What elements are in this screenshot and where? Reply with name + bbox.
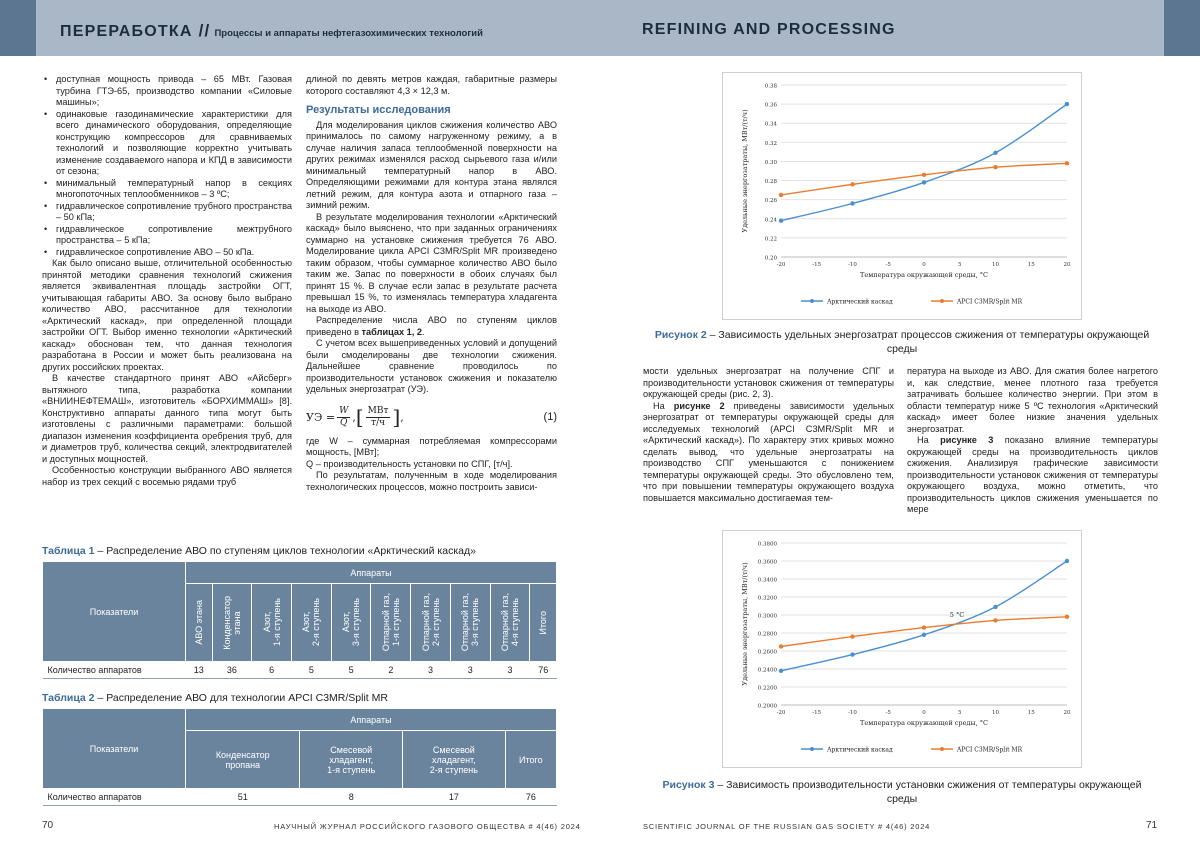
figure-2-chart	[722, 72, 1082, 320]
data-point	[850, 652, 854, 656]
text-column-2	[306, 74, 557, 493]
table-cell: 6	[252, 662, 292, 679]
text-run: На	[653, 401, 674, 411]
data-point	[850, 182, 854, 186]
data-point	[993, 605, 997, 609]
journal-footer: SCIENTIFIC JOURNAL OF THE RUSSIAN GAS SOCIETY # 4(46) 2024	[643, 822, 930, 831]
header-line: пропана	[186, 760, 299, 770]
bracket-open: [	[356, 412, 364, 424]
text-column-3	[643, 366, 894, 504]
column-header	[331, 584, 371, 662]
column-header-label	[262, 598, 282, 646]
x-tick-label: 20	[1064, 710, 1071, 716]
figure-caption	[652, 778, 1152, 806]
list-item: • гидравлическое сопротивление межтрубного пространства – 5 кПа;	[42, 224, 292, 247]
paragraph: По результатам, полученным в ходе моделирования технологических процессов, можно построить зависи-	[306, 470, 557, 493]
x-tick-label: 10	[992, 710, 999, 716]
table-row	[43, 662, 557, 679]
fraction	[337, 406, 350, 430]
y-tick-label: 0.2400	[758, 668, 778, 674]
table-cell: 51	[186, 789, 300, 806]
paragraph: где W – суммарная потребляемая компрессорами мощность, [МВт];	[306, 436, 557, 459]
x-tick-label: -5	[886, 710, 892, 716]
header-line: Смесевой	[300, 745, 402, 755]
column-header	[252, 584, 292, 662]
column-header-label	[500, 593, 520, 651]
legend-marker	[940, 747, 944, 751]
header-line: 1-я ступень	[391, 593, 401, 651]
header-line: 3-я ступень	[351, 598, 361, 646]
list-item: • гидравлическое сопротивление трубного пространства – 50 кПа;	[42, 201, 292, 224]
x-axis-title: Температура окружающей среды, °C	[860, 271, 988, 279]
caption-text: – Зависимость производительности установки сжижения от температуры окружающей среды	[714, 779, 1141, 805]
line-chart	[723, 73, 1081, 319]
header-line: Отпарной газ,	[381, 593, 391, 651]
x-tick-label: 5	[958, 262, 962, 268]
column-header-label	[222, 596, 242, 650]
table-cell: 3	[450, 662, 490, 679]
column-header	[186, 731, 300, 789]
x-tick-label: -15	[812, 710, 821, 716]
paragraph: длиной по девять метров каждая, габаритные размеры которого составляют 4,3 × 12,3 м.	[306, 74, 557, 97]
group-header: Аппараты	[186, 562, 557, 584]
paragraph: С учетом всех вышеприведенных условий и допущений были смоделированы две технологии сжижения. Дальнейшее сравнение проводилось по производительности установок сжижения и показателю удельных энергозатрат (УЭ).	[306, 338, 557, 396]
column-header-label	[301, 598, 321, 646]
caption-text: – Зависимость удельных энергозатрат процессов сжижения от температуры окружающей среды	[707, 329, 1149, 355]
figure-3-chart	[722, 530, 1082, 768]
series-line	[781, 617, 1067, 647]
series-line	[781, 163, 1067, 195]
table-cell: 5	[331, 662, 371, 679]
table-cell: 3	[490, 662, 530, 679]
column-header	[300, 731, 403, 789]
y-tick-label: 0.32	[765, 141, 777, 147]
group-header: Аппараты	[186, 709, 557, 731]
text-run: Распределение числа АВО по ступеням циклов приведено в	[306, 315, 557, 337]
header-line: АВО этана	[194, 600, 204, 645]
y-tick-label: 0.28	[765, 179, 778, 185]
column-header	[371, 584, 411, 662]
column-header	[505, 731, 556, 789]
header-line: Смесевой	[403, 745, 505, 755]
data-point	[993, 618, 997, 622]
table-cell: 76	[530, 662, 557, 679]
data-point	[779, 193, 783, 197]
data-point	[1065, 102, 1069, 106]
header-line: Отпарной газ,	[460, 593, 470, 651]
text-run: приведены зависимости удельных энергозатрат от температуры окружающей среды для исследуемых технологий (APCI C3MR/Split MR и «Арктический каскад»). По характеру этих кривых можно сделать вывод, что удельные энергозатраты на производство СПГ уменьшаются с понижением температуры окружающей среды. Это обусловлено тем, что при повышении температуры окружающего воздуха повышается максимально достигаемая тем-	[643, 401, 894, 503]
x-tick-label: -5	[886, 262, 892, 268]
header-line: этана	[232, 596, 242, 650]
paragraph	[643, 401, 894, 505]
list-item: • одинаковые газодинамические характеристики для всего динамического оборудования, определяющие конструкцию компрессоров для сравниваемых технологий и позволяющие корректно учитывать изменение создаваемого напора и КПД в зависимости от сезона;	[42, 109, 292, 178]
annotation-label: 5 °C	[950, 611, 964, 619]
paragraph: Особенностью конструкции выбранного АВО является набор из трех секций с восемью рядами труб	[42, 465, 292, 488]
unit-numerator: МВт	[366, 406, 391, 419]
header-line: хладагент,	[300, 755, 402, 765]
rubric-subtitle: Процессы и аппараты нефтегазохимических технологий	[214, 28, 483, 39]
x-tick-label: -20	[777, 710, 786, 716]
list-item: • минимальный температурный напор в секциях многопоточных теплообменников – 3 ºС;	[42, 178, 292, 201]
header-line: 1-я ступень	[300, 765, 402, 775]
y-tick-label: 0.20	[765, 256, 778, 262]
data-point	[922, 180, 926, 184]
header-line: 1-я ступень	[272, 598, 282, 646]
y-tick-label: 0.2200	[758, 686, 778, 692]
table-cell: 76	[505, 789, 556, 806]
table-label: Таблица 2	[42, 692, 95, 704]
row-header: Показатели	[43, 562, 186, 662]
column-header-label	[341, 598, 361, 646]
header-line: Азот,	[341, 598, 351, 646]
y-tick-label: 0.3600	[758, 560, 778, 566]
y-tick-label: 0.34	[765, 122, 778, 128]
series-line	[781, 561, 1067, 671]
data-point	[779, 644, 783, 648]
table-cell: 17	[403, 789, 506, 806]
paragraph	[306, 315, 557, 338]
legend-label: Арктический каскад	[827, 299, 893, 306]
list-item: • доступная мощность привода – 65 МВт. Газовая турбина ГТЭ-65, производство компании «Силовые машины»;	[42, 74, 292, 109]
unit-fraction	[366, 406, 391, 430]
legend-label: Арктический каскад	[827, 747, 893, 754]
row-label: Количество аппаратов	[43, 662, 186, 679]
data-point	[922, 633, 926, 637]
table-1	[42, 561, 557, 679]
data-point	[922, 173, 926, 177]
y-tick-label: 0.3400	[758, 578, 778, 584]
data-point	[850, 201, 854, 205]
paragraph: В результате моделирования технологии «Арктический каскад» было выяснено, что при заданных ограничениях суммарно на установке сжижения требуется 76 АВО. Моделирование цикла APCI C3MR/Split MR произведено таким образом, чтобы суммарное количество АВО было таким же. Запас по поверхности в обоих случаях был принят 15 %. В случае если запас в результате расчета превышал 15 %, то изменялась температура хладагента на выходе из АВО.	[306, 212, 557, 316]
rubric-separator: //	[199, 21, 211, 40]
figure-reference: рисунке 3	[940, 435, 993, 445]
column-header	[291, 584, 331, 662]
header-line: Конденсатор	[222, 596, 232, 650]
column-header-label	[421, 593, 441, 651]
data-point	[1065, 559, 1069, 563]
paragraph: Для моделирования циклов сжижения количество АВО принималось по самому нагруженному режиму, а в случае наличия запаса теплообменной поверхности на других режимах изменялся расход сырьевого газа и/или минимальный температурный напор в АВО. Определяющими режимами для контура этана являлся летний режим, для контура азота и отпарного газа – зимний режим.	[306, 120, 557, 212]
x-tick-label: -20	[777, 262, 786, 268]
text-column-1	[42, 74, 292, 488]
column-header-label	[300, 745, 402, 775]
equation-number: (1)	[544, 412, 557, 424]
row-header: Показатели	[43, 709, 186, 789]
table-label: Таблица 1	[42, 545, 95, 557]
table-cell: 5	[291, 662, 331, 679]
page-header-left	[0, 0, 600, 56]
paragraph: Q – производительность установки по СПГ, [т/ч].	[306, 459, 557, 471]
column-header	[490, 584, 530, 662]
x-tick-label: 15	[1028, 710, 1035, 716]
x-tick-label: 20	[1064, 262, 1071, 268]
legend-marker	[810, 747, 814, 751]
x-tick-label: 0	[922, 710, 926, 716]
column-header-label	[460, 593, 480, 651]
paragraph: Как было описано выше, отличительной особенностью принятой методики сравнения технологий сжижения является эквивалентная площадь застройки ОГТ, учитывающая габариты АВО. За основу было выбрано количество АВО, рассчитанное для технологии «Арктический каскад», при определенной площади застройки ОГТ. Выбор именно технологии «Арктический каскад» обоснован тем, что данная технология разработана в России и может быть реализована на других российских проектах.	[42, 258, 292, 373]
column-header-label	[506, 755, 556, 765]
section-title	[60, 21, 483, 41]
header-line: Азот,	[262, 598, 272, 646]
table-cell: 8	[300, 789, 403, 806]
paragraph	[907, 435, 1158, 516]
paragraph: В качестве стандартного принят АВО «Айсберг» вытяжного типа, разработка компании «ВНИИНЕФТЕМАШ», изготовитель «БОРХИММАШ» [8]. Конструктивно аппараты данного типа могут быть изготовлены с различными параметрами: большой диапазон изменения коэффициента оребрения труб, для и диаметров труб, количества секций, электродвигателей и доступных мощностей.	[42, 373, 292, 465]
data-point	[779, 669, 783, 673]
y-tick-label: 0.2000	[758, 704, 778, 710]
header-line: 2-я ступень	[431, 593, 441, 651]
x-tick-label: 5	[958, 710, 962, 716]
header-line: 3-я ступень	[470, 593, 480, 651]
page-header-right	[600, 0, 1200, 56]
column-header-label	[194, 600, 204, 645]
caption-text: – Распределение АВО для технологии APCI C3MR/Split MR	[95, 692, 388, 704]
equation-body: УЭ = W Q , [ МВт т/ч ] ,	[306, 406, 404, 430]
legend-label: APCI C3MR/Split MR	[956, 299, 1023, 306]
column-header	[411, 584, 451, 662]
x-tick-label: 0	[922, 262, 926, 268]
text-run: На	[917, 435, 940, 445]
y-tick-label: 0.38	[765, 84, 778, 90]
numerator: W	[337, 406, 350, 419]
table-caption	[42, 545, 476, 557]
column-header	[403, 731, 506, 789]
series-line	[781, 104, 1067, 221]
row-label: Количество аппаратов	[43, 789, 186, 806]
list-item: • гидравлическое сопротивление АВО – 50 кПа.	[42, 247, 292, 259]
y-axis-title: Удельные энергозатраты, МВт/(т/ч)	[741, 562, 749, 686]
text-run: .	[422, 327, 425, 337]
y-tick-label: 0.36	[765, 103, 778, 109]
rubric-title-en: REFINING AND PROCESSING	[642, 21, 896, 39]
figure-label: Рисунок 2	[655, 329, 707, 341]
data-point	[993, 165, 997, 169]
column-header	[186, 584, 213, 662]
x-axis-title: Температура окружающей среды, °C	[860, 719, 988, 727]
header-line: 2-я ступень	[311, 598, 321, 646]
y-tick-label: 0.24	[765, 217, 778, 223]
figure-caption	[652, 328, 1152, 356]
data-point	[850, 634, 854, 638]
unit-denominator: т/ч	[371, 418, 385, 430]
page-number: 70	[42, 820, 53, 831]
x-tick-label: -15	[812, 262, 821, 268]
header-line: Отпарной газ,	[500, 593, 510, 651]
section-heading: Результаты исследования	[306, 105, 557, 117]
column-header-label	[538, 611, 548, 635]
table-header-row	[43, 709, 557, 731]
header-line: Итого	[538, 611, 548, 635]
legend-label: APCI C3MR/Split MR	[956, 747, 1023, 754]
table-reference: таблицах 1, 2	[362, 327, 422, 337]
data-point	[993, 151, 997, 155]
table-cell: 2	[371, 662, 411, 679]
table-cell: 13	[186, 662, 213, 679]
header-line: 2-я ступень	[403, 765, 505, 775]
bullet-list	[42, 74, 292, 258]
legend-marker	[810, 299, 814, 303]
bracket-close: ]	[392, 412, 400, 424]
header-line: Азот,	[301, 598, 311, 646]
header-line: Конденсатор	[186, 750, 299, 760]
caption-text: – Распределение АВО по ступеням циклов технологии «Арктический каскад»	[95, 545, 476, 557]
y-tick-label: 0.3800	[758, 542, 778, 548]
text-column-4	[907, 366, 1158, 516]
equation	[306, 406, 557, 430]
column-header	[450, 584, 490, 662]
header-accent-strip	[1164, 0, 1200, 56]
paragraph: пература на выходе из АВО. Для сжатия более нагретого и, как следствие, менее плотного газа требуется затрачивать большее количество энергии. При этом в области температур ниже 5 ºС технология «Арктический каскад» имеет более низкие значения удельных энергозатрат.	[907, 366, 1158, 435]
page-number: 71	[1146, 820, 1157, 831]
table-caption	[42, 692, 388, 704]
x-tick-label: -10	[848, 262, 857, 268]
figure-reference: рисунке 2	[674, 401, 725, 411]
line-chart	[723, 531, 1081, 767]
table-2	[42, 708, 557, 806]
data-point	[1065, 161, 1069, 165]
table-cell: 36	[212, 662, 252, 679]
table-header-row	[43, 562, 557, 584]
y-tick-label: 0.3000	[758, 614, 778, 620]
y-axis-title: Удельные энергозатраты, МВт/(т/ч)	[741, 109, 749, 233]
column-header	[530, 584, 557, 662]
y-tick-label: 0.22	[765, 236, 777, 242]
y-tick-label: 0.2600	[758, 650, 778, 656]
y-tick-label: 0.30	[765, 160, 778, 166]
header-line: Отпарной газ,	[421, 593, 431, 651]
legend-marker	[940, 299, 944, 303]
x-tick-label: 15	[1028, 262, 1035, 268]
header-line: хладагент,	[403, 755, 505, 765]
header-line: Итого	[506, 755, 556, 765]
data-point	[922, 625, 926, 629]
paragraph: мости удельных энергозатрат на получение СПГ и производительности установок сжижения от температуры окружающей среды (рис. 2, 3).	[643, 366, 894, 401]
column-header-label	[403, 745, 505, 775]
equation-lhs: УЭ =	[306, 412, 335, 424]
figure-label: Рисунок 3	[663, 779, 715, 791]
table-row	[43, 789, 557, 806]
data-point	[779, 218, 783, 222]
x-tick-label: -10	[848, 710, 857, 716]
y-tick-label: 0.2800	[758, 632, 778, 638]
y-tick-label: 0.26	[765, 198, 778, 204]
text-run: показано влияние температуры окружающей среды на производительность циклов сжижения. Анализируя графические зависимости производительности установок сжижения от температуры окружающего воздуха, можно отметить, что производительность циклов сжижения уменьшается по мере	[907, 435, 1158, 514]
x-tick-label: 10	[992, 262, 999, 268]
header-accent-strip	[0, 0, 36, 56]
data-point	[1065, 615, 1069, 619]
column-header-label	[381, 593, 401, 651]
column-header-label	[186, 750, 299, 770]
journal-footer: НАУЧНЫЙ ЖУРНАЛ РОССИЙСКОГО ГАЗОВОГО ОБЩЕСТВА # 4(46) 2024	[274, 822, 581, 831]
table-cell: 3	[411, 662, 451, 679]
column-header	[212, 584, 252, 662]
rubric-title: ПЕРЕРАБОТКА	[60, 23, 193, 40]
header-line: 4-я ступень	[510, 593, 520, 651]
y-tick-label: 0.3200	[758, 596, 778, 602]
denominator: Q	[340, 418, 347, 430]
